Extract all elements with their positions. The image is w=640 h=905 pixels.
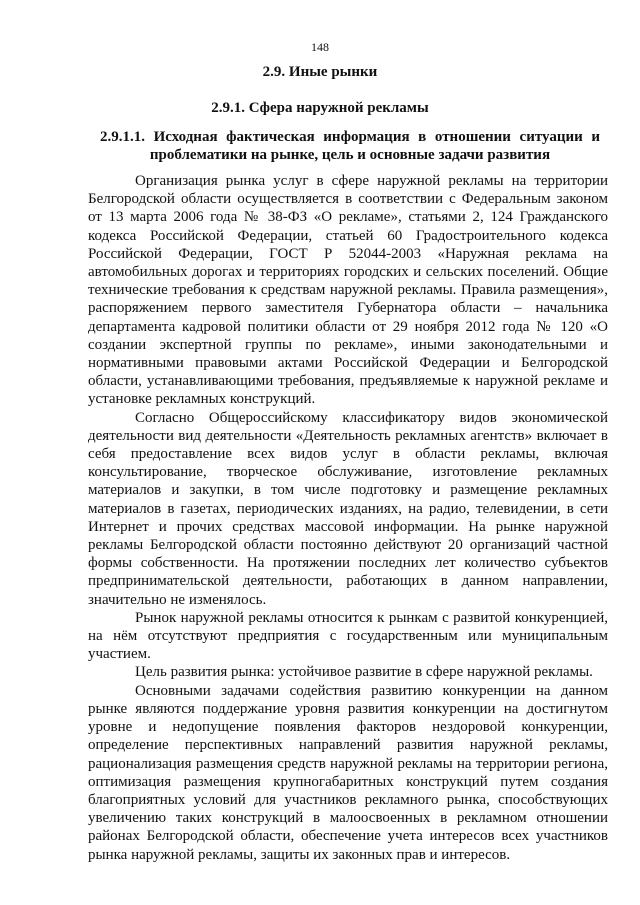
body-text bbox=[88, 172, 608, 864]
paragraph: Согласно Общероссийскому классификатору видов экономической деятельности вид деятельности «Деятельность рекламных агентств» включает в себя предоставление всех видов услуг в области рекламы, включая консультирование, творческое обслуживание, изготовление рекламных материалов и закупки, в том числе подготовку и размещение рекламных материалов в газетах, периодических изданиях, на радио, телевидении, в сети Интернет и прочих средствах массовой информации. На рынке наружной рекламы Белгородской области постоянно действуют 20 организаций частной формы собственности. На протяжении последних лет количество субъектов предпринимательской деятельности, работающих в данном направлении, значительно не изменялось. bbox=[88, 409, 608, 608]
subsubsection-title: 2.9.1.1. Исходная фактическая информация в отношении ситуации и проблематики на рынке, цель и основные задачи развития bbox=[100, 129, 600, 163]
section-title: 2.9. Иные рынки bbox=[262, 64, 378, 80]
paragraph: Рынок наружной рекламы относится к рынкам с развитой конкуренцией, на нём отсутствуют предприятия с государственным или муниципальным участием. bbox=[88, 609, 608, 663]
paragraph: Цель развития рынка: устойчивое развитие в сфере наружной рекламы. bbox=[135, 664, 593, 681]
paragraph: Основными задачами содействия развитию конкуренции на данном рынке являются поддержание уровня развития конкуренции на достигнутом уровне и недопущение появления факторов нездоровой конкуренции, определение перспективных направлений развития наружной рекламы, рационализация размещения средств наружной рекламы на территории региона, оптимизация размещения крупногабаритных конструкций путем создания благоприятных условий для участников рекламного рынка, способствующих увеличению таких конструкций в малоосвоенных в рекламном отношении районах Белгородской области, обеспечение учета интересов всех участников рынка наружной рекламы, защиты их законных прав и интересов. bbox=[88, 682, 608, 863]
page-number: 148 bbox=[311, 40, 329, 54]
subsection-title: 2.9.1. Сфера наружной рекламы bbox=[211, 100, 429, 116]
paragraph: Организация рынка услуг в сфере наружной рекламы на территории Белгородской области осуществляется в соответствии с Федеральным законом от 13 марта 2006 года № 38-ФЗ «О рекламе», статьями 2, 124 Гражданского кодекса Российской Федерации, статьей 60 Градостроительного кодекса Российской Федерации, ГОСТ Р 52044-2003 «Наружная реклама на автомобильных дорогах и территориях городских и сельских поселений. Общие технические требования к средствам наружной рекламы. Правила размещения», распоряжением первого заместителя Губернатора области – начальника департамента кадровой политики области от 29 ноября 2012 года № 120 «О создании экспертной группы по рекламе», иными законодательными и нормативными правовыми актами Российской Федерации и Белгородской области, устанавливающими требования, предъявляемые к наружной рекламе и установке рекламных конструкций. bbox=[88, 173, 608, 408]
